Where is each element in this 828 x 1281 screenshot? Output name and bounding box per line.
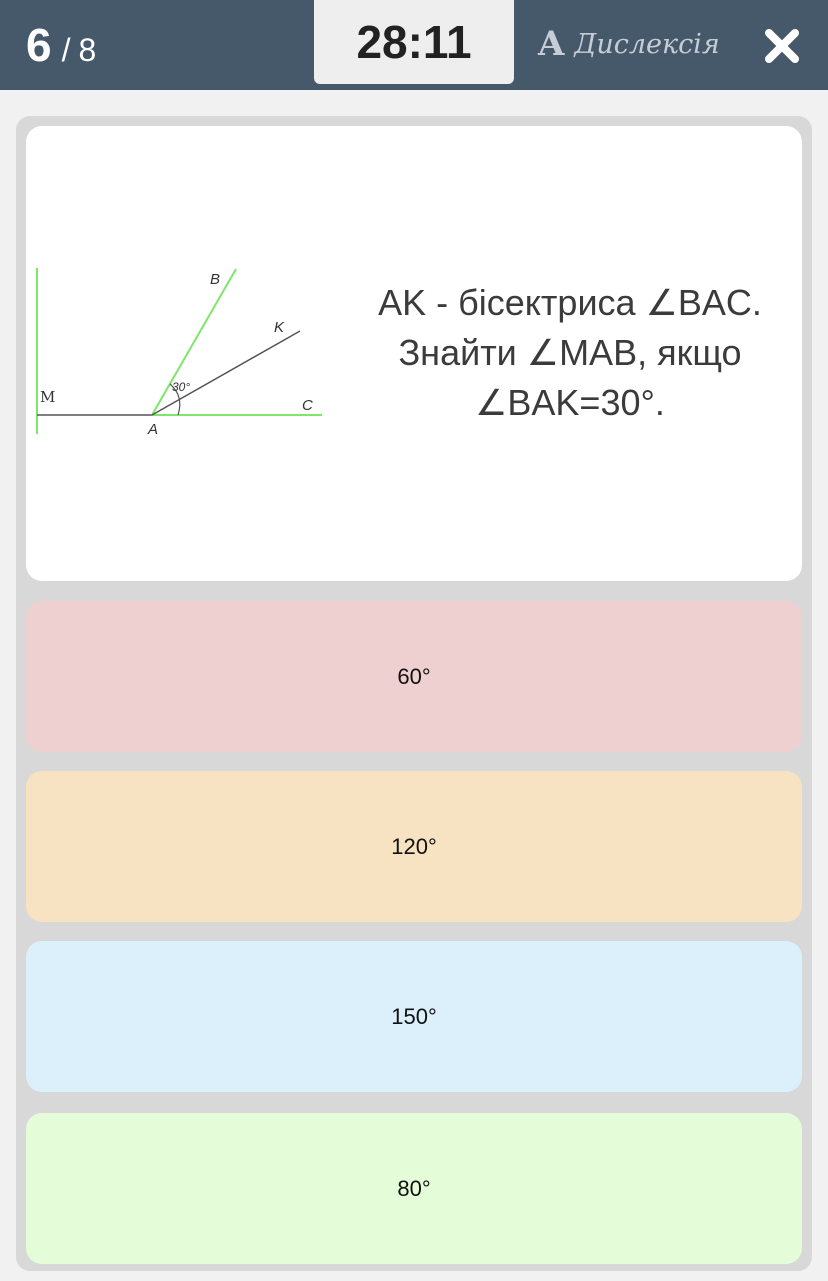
label-angle: 30° [172,380,191,394]
dyslexia-font-icon: A [538,24,565,64]
current-question-number: 6 [26,19,52,71]
dyslexia-toggle[interactable] [538,24,720,64]
answer-option-4-label: 80° [397,1175,431,1201]
label-m: M [40,388,56,406]
ray-ab [152,269,236,415]
label-c: C [302,397,313,414]
answer-option-3[interactable] [26,941,802,1092]
question-counter [26,18,96,72]
answer-option-2[interactable] [26,771,802,922]
answer-option-3-label: 150° [391,1003,437,1029]
answer-option-1-label: 60° [397,663,431,689]
top-bar [0,0,828,90]
answer-option-4[interactable] [26,1113,802,1264]
counter-separator: / [61,32,71,68]
ray-ak [152,331,300,415]
label-a: A [148,421,159,434]
label-k: K [274,319,285,336]
total-questions: 8 [78,32,97,68]
angle-diagram [34,264,334,434]
label-b: B [210,271,221,288]
close-x-icon [762,26,802,66]
countdown-timer: 28:11 [314,0,514,84]
close-button[interactable] [762,26,802,66]
answer-option-2-label: 120° [391,833,437,859]
answer-option-1[interactable] [26,601,802,752]
question-card [26,126,802,581]
dyslexia-label: Дислексія [574,28,720,60]
question-text: AK - бісектриса ∠BAC. Знайти ∠MAB, якщо ∠BAK=30°. [378,282,762,423]
